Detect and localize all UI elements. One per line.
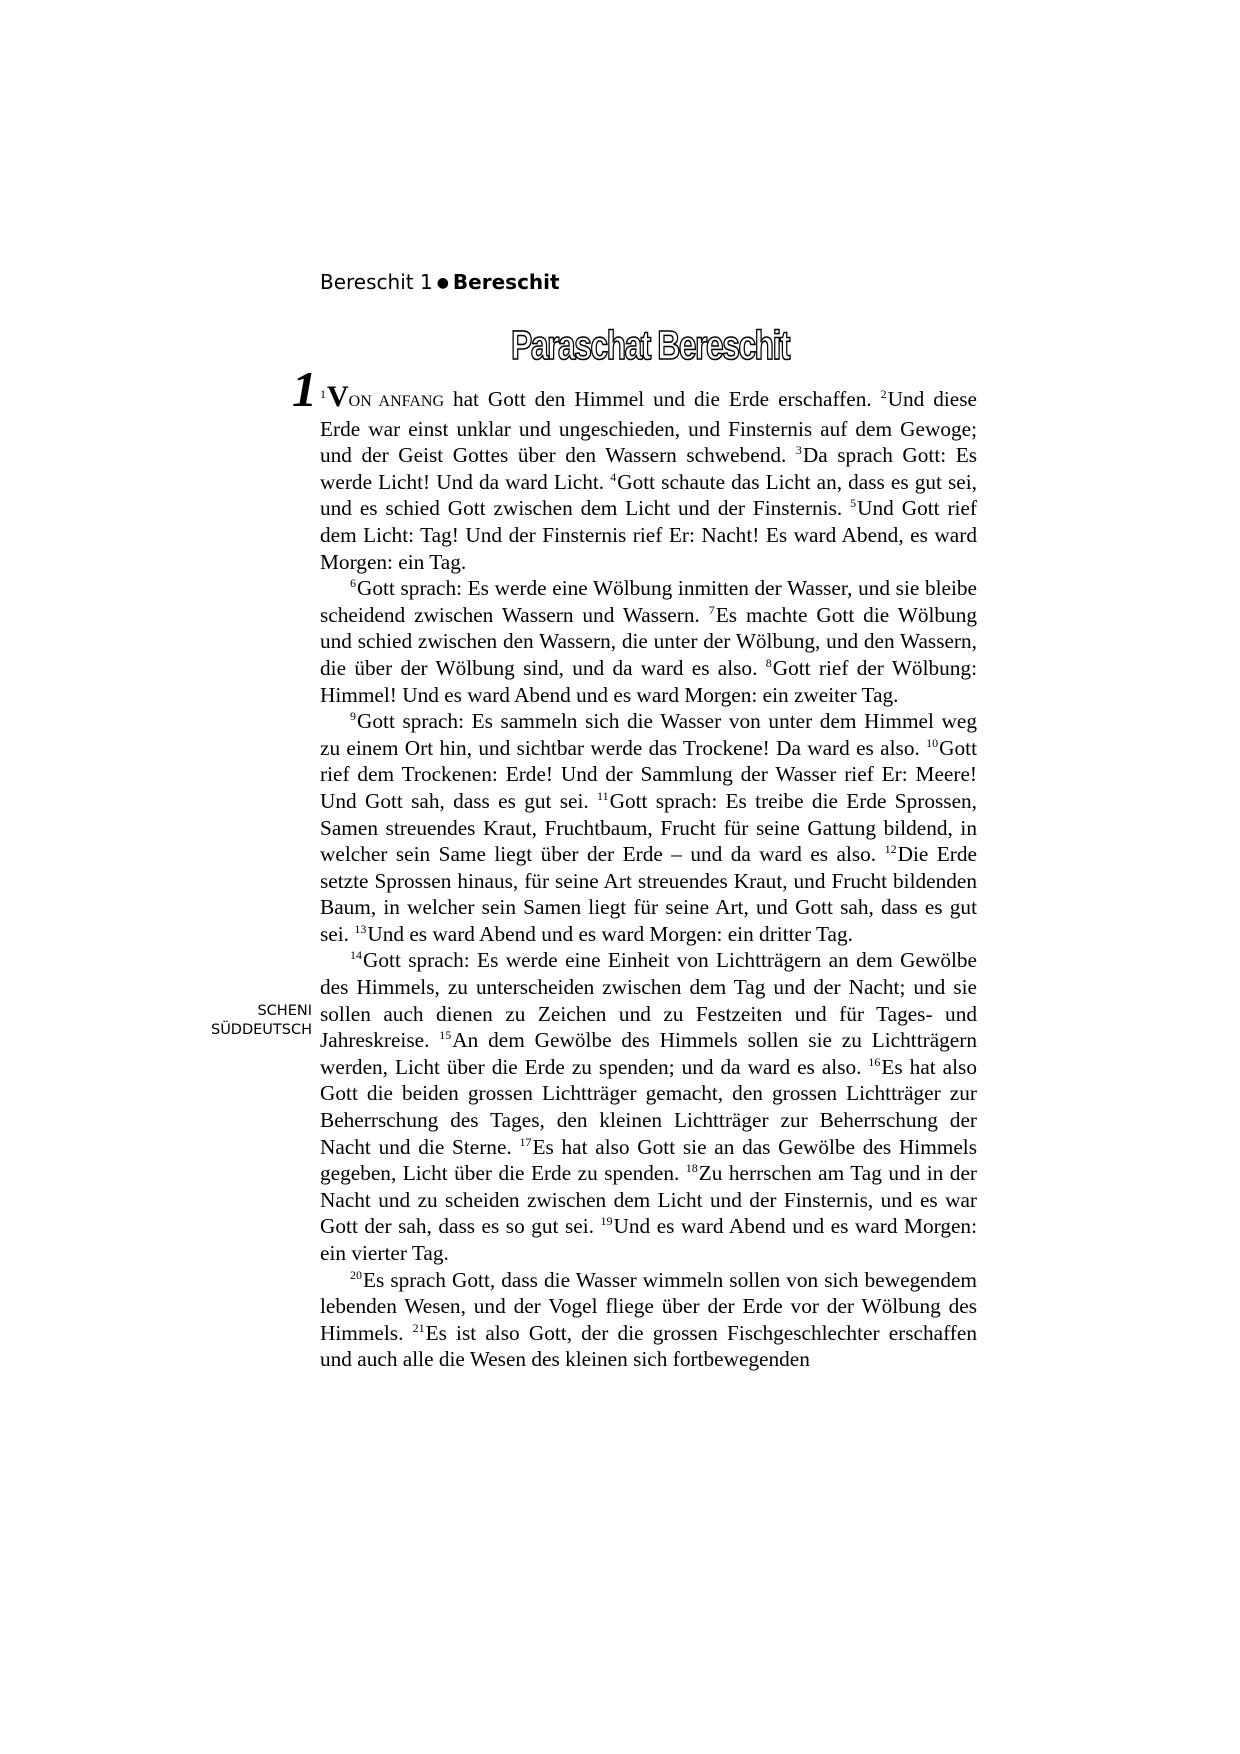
verse-number: 17 — [519, 1134, 532, 1149]
verse-text: Es sprach Gott, dass die Wasser wimmeln sollen von sich bewegendem lebenden Wesen, und der Vogel fliege über der Erde vor der Wölbung des Himmels. — [320, 1267, 977, 1345]
verse-number: 5 — [850, 496, 857, 511]
verse-number: 12 — [884, 842, 897, 857]
verse-text: Gott rief der Wölbung: Himmel! Und es ward Abend und es ward Morgen: ein zweiter Tag. — [320, 655, 977, 707]
paragraph — [320, 575, 977, 708]
verse-text: Und es ward Abend und es ward Morgen: ein vierter Tag. — [320, 1214, 977, 1265]
running-header — [320, 270, 560, 294]
verse-number: 19 — [600, 1214, 613, 1229]
header-book: Bereschit — [320, 270, 414, 294]
verse-text: Gott sprach: Es treibe die Erde Sprossen, Samen streuendes Kraut, Fruchtbaum, Frucht für seine Gattung bildend, in welcher sein Same liegt über der Erde – und da ward es also. — [320, 788, 977, 867]
header-chapter: 1 — [419, 270, 433, 294]
margin-note-line1: SCHENI — [257, 1003, 312, 1019]
paragraph — [320, 947, 977, 1266]
verse-number: 1 — [320, 387, 326, 401]
verse-number: 16 — [868, 1054, 881, 1069]
bullet-icon: ● — [436, 275, 449, 291]
verse-number: 4 — [610, 469, 617, 484]
verse-number: 20 — [350, 1267, 362, 1282]
verse-text: Gott sprach: Es werde eine Einheit von Lichtträgern an dem Gewölbe des Himmels, zu unterscheiden zwischen dem Tag und der Nacht; und sie sollen auch dienen zu Zeichen und zu Festzeiten und für Tages- und Jahreskreise. — [320, 948, 977, 1053]
verse-text: Gott schaute das Licht an, dass es gut sei, und es schied Gott zwischen dem Licht und der Finsternis. — [320, 469, 978, 521]
smallcaps-opening: ON ANFANG — [348, 393, 444, 410]
verse-number: 11 — [597, 788, 609, 803]
verse-text: Und Gott rief dem Licht: Tag! Und der Finsternis rief Er: Nacht! Es ward Abend, es ward Morgen: ein Tag. — [320, 496, 978, 574]
paragraph — [320, 708, 977, 947]
verse-text: Es hat also Gott die beiden grossen Lichtträger gemacht, den grossen Lichtträger zur Beherrschung des Tages, den kleinen Lichtträger zur Beherrschung der Nacht und die Sterne. — [320, 1054, 977, 1159]
paragraph — [320, 1267, 977, 1373]
scripture-text — [320, 380, 978, 1373]
verse-text: Gott sprach: Es werde eine Wölbung inmitten der Wasser, und sie bleibe scheidend zwischen Wassern und Wassern. — [320, 576, 977, 627]
verse-text: Zu herrschen am Tag und in der Nacht und zu scheiden zwischen dem Licht und der Finsternis, und es war Gott der sah, dass es so gut sei. — [320, 1161, 977, 1239]
verse-number: 3 — [795, 443, 802, 458]
verse-text: Es ist also Gott, der die grossen Fischgeschlechter erschaffen und auch alle die Wesen des kleinen sich fortbewegenden — [320, 1320, 977, 1372]
verse-text: An dem Gewölbe des Himmels sollen sie zu Lichtträgern werden, Licht über die Erde zu spenden; und da ward es also. — [320, 1028, 977, 1079]
initial-letter: V — [327, 380, 349, 413]
verse-number: 10 — [926, 735, 939, 750]
margin-note-line2: SÜDDEUTSCH — [210, 1022, 312, 1038]
paragraph — [320, 380, 978, 575]
verse-number: 2 — [880, 387, 887, 401]
verse-text: Gott sprach: Es sammeln sich die Wasser von unter dem Himmel weg zu einem Ort hin, und sichtbar werde das Trockene! Da ward es also. — [320, 709, 977, 760]
verse-text: Da sprach Gott: Es werde Licht! Und da ward Licht. — [320, 443, 978, 494]
verse-number: 21 — [412, 1320, 425, 1335]
header-title: Bereschit — [452, 270, 560, 294]
verse-text: Gott rief dem Trockenen: Erde! Und der Sammlung der Wasser rief Er: Meere! Und Gott sah, dass es gut sei. — [320, 735, 977, 813]
verse-number: 14 — [350, 948, 362, 963]
verse-number: 9 — [350, 709, 356, 724]
verse-text: Die Erde setzte Sprossen hinaus, für seine Art streuendes Kraut, und Frucht bildenden Baum, in welcher sein Samen liegt für seine Art, und Gott sah, dass es gut sei. — [320, 842, 977, 946]
verse-number: 18 — [685, 1161, 698, 1176]
verse-text: Und es ward Abend und es ward Morgen: ein dritter Tag. — [367, 921, 853, 946]
verse-text: Es machte Gott die Wölbung und schied zwischen den Wassern, die unter der Wölbung, und den Wassern, die über der Wölbung sind, und da ward es also. — [320, 602, 977, 680]
verse-number: 8 — [765, 655, 772, 670]
parasha-title: Paraschat Bereschit — [511, 322, 789, 368]
verse-text: Es hat also Gott sie an das Gewölbe des Himmels gegeben, Licht über die Erde zu spenden. — [320, 1134, 977, 1186]
margin-note — [211, 1002, 312, 1040]
verse-text: Und diese Erde war einst unklar und ungeschieden, und Finsternis auf dem Gewoge; und der Geist Gottes über den Wassern schwebend. — [320, 387, 977, 468]
verse-number: 6 — [350, 576, 356, 591]
chapter-number: 1 — [292, 361, 317, 417]
verse-text: hat Gott den Himmel und die Erde erschaffen. — [452, 387, 872, 411]
verse-number: 15 — [439, 1028, 452, 1043]
verse-number: 13 — [354, 921, 367, 936]
verse-number: 7 — [708, 602, 715, 617]
